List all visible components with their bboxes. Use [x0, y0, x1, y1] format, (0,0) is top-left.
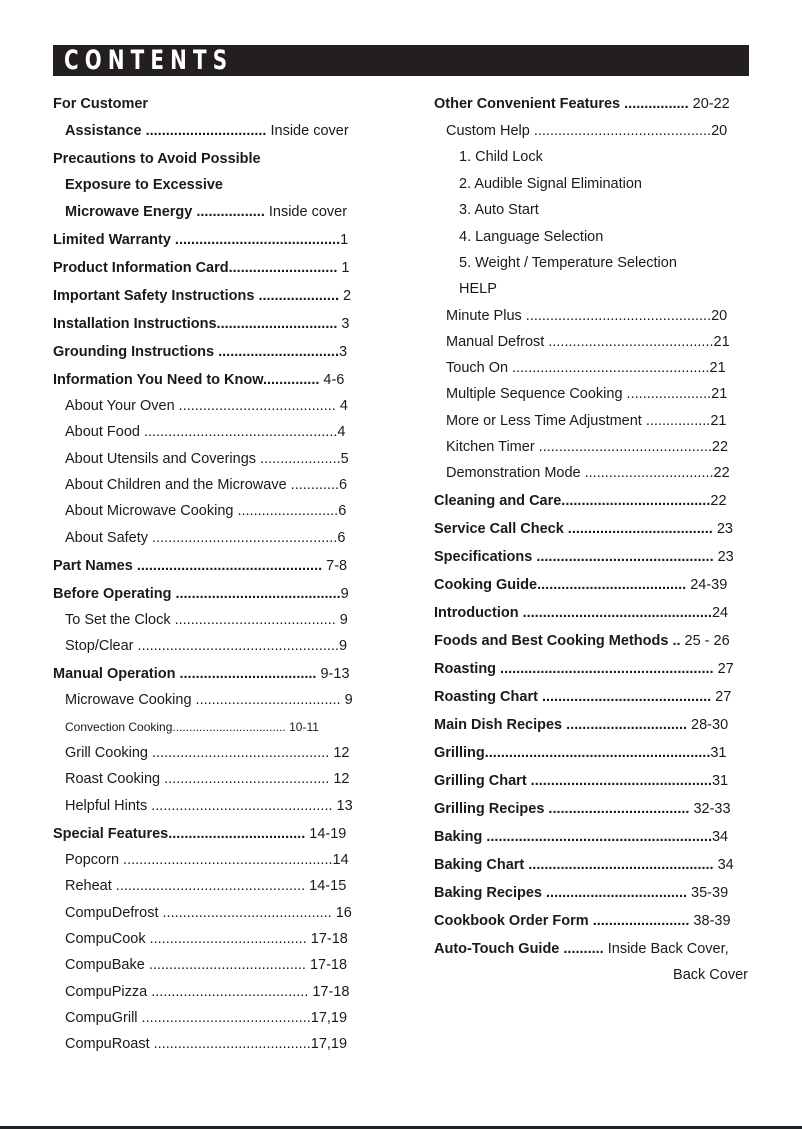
toc-entry[interactable] — [434, 280, 497, 298]
toc-entry-page: Inside cover — [264, 204, 348, 220]
toc-entry-page: 34 — [713, 857, 734, 873]
toc-entry[interactable] — [434, 912, 731, 930]
toc-entry-title: Baking ........................................................ — [434, 829, 712, 845]
toc-entry-title: CompuRoast ....................................... — [65, 1036, 311, 1052]
toc-entry[interactable] — [53, 1009, 347, 1027]
toc-entry[interactable] — [53, 956, 347, 974]
toc-entry[interactable] — [53, 231, 348, 249]
toc-entry-title: Before Operating ......................................... — [53, 586, 341, 602]
toc-entry[interactable] — [53, 825, 346, 843]
toc-entry-title: About Food ................................................ — [65, 424, 338, 440]
toc-entry-page: 14-15 — [305, 878, 347, 894]
toc-entry[interactable] — [434, 828, 728, 846]
toc-entry[interactable] — [434, 520, 733, 538]
toc-entry[interactable] — [434, 333, 730, 351]
toc-entry-title: Microwave Energy ................. — [65, 204, 265, 220]
toc-entry[interactable] — [53, 150, 261, 168]
toc-entry-title: Roast Cooking ......................................... — [65, 771, 330, 787]
toc-entry-title: Roasting ..................................................... — [434, 661, 714, 677]
toc-entry-title: Demonstration Mode ................................ — [446, 465, 714, 481]
toc-entry-page: 17,19 — [310, 1036, 348, 1052]
toc-entry-title: Information You Need to Know.............. — [53, 372, 320, 388]
toc-entry-page: 25 - 26 — [680, 633, 730, 649]
toc-entry-title: About Safety .............................................. — [65, 530, 338, 546]
toc-entry-page: 4 — [335, 398, 348, 414]
toc-entry[interactable] — [53, 122, 349, 140]
toc-entry[interactable] — [434, 385, 727, 403]
toc-entry[interactable] — [53, 176, 223, 194]
toc-entry-page: 34 — [711, 829, 729, 845]
toc-entry-title: CompuPizza ....................................... — [65, 984, 309, 1000]
toc-entry-page: Inside Back Cover, — [603, 941, 729, 957]
toc-entry-page: 38-39 — [689, 913, 731, 929]
toc-entry-page: 27 — [711, 689, 732, 705]
toc-entry[interactable] — [53, 95, 148, 113]
toc-entry-page: 24 — [711, 605, 729, 621]
toc-entry[interactable] — [53, 983, 349, 1001]
toc-entry-title: Introduction ............................................... — [434, 605, 712, 621]
toc-entry-title: Reheat ............................................... — [65, 878, 306, 894]
toc-entry-title: Baking Recipes ................................... — [434, 885, 688, 901]
toc-entry-title: Manual Operation .................................. — [53, 666, 317, 682]
toc-entry-title: Other Convenient Features ................ — [434, 96, 689, 112]
toc-entry-title: To Set the Clock ........................................ — [65, 612, 336, 628]
toc-entry-title: Grounding Instructions .............................. — [53, 344, 339, 360]
toc-entry-title: Product Information Card........................... — [53, 260, 338, 276]
toc-entry-page: 3 — [337, 316, 350, 332]
toc-entry[interactable] — [53, 637, 347, 655]
toc-entry-title: About Microwave Cooking ......................... — [65, 503, 339, 519]
toc-entry[interactable] — [434, 548, 734, 566]
toc-entry-page: 6 — [339, 477, 348, 493]
toc-entry-title: 5. Weight / Temperature Selection — [459, 255, 677, 271]
toc-entry[interactable] — [434, 632, 730, 650]
page-title: CONTENTS — [64, 45, 234, 76]
toc-entry-title: Manual Defrost ......................................... — [446, 334, 714, 350]
toc-entry-title: Cooking Guide..................................... — [434, 577, 687, 593]
toc-entry[interactable] — [434, 228, 603, 246]
toc-entry-page: 23 — [712, 521, 733, 537]
toc-entry-title: Helpful Hints ............................................. — [65, 798, 333, 814]
toc-entry-page: 4-6 — [319, 372, 345, 388]
toc-entry-page: 24-39 — [686, 577, 728, 593]
toc-entry-title: Important Safety Instructions .................... — [53, 288, 340, 304]
toc-entry[interactable] — [53, 585, 349, 603]
toc-entry-page: 22 — [710, 493, 727, 509]
toc-entry-title: 3. Auto Start — [459, 202, 539, 218]
toc-entry-page: 3 — [339, 344, 348, 360]
toc-entry[interactable] — [434, 604, 728, 622]
toc-entry[interactable] — [53, 450, 349, 468]
toc-entry-page: 17-18 — [305, 957, 348, 973]
toc-entry[interactable] — [434, 800, 731, 818]
toc-entry-page: 5 — [340, 451, 349, 467]
toc-entry[interactable] — [434, 95, 730, 113]
toc-entry[interactable] — [53, 797, 353, 815]
toc-entry-page: 12 — [329, 745, 350, 761]
toc-entry-page: 23 — [713, 549, 734, 565]
toc-entry-page: 17-18 — [306, 931, 348, 947]
toc-entry-title: Touch On ................................................. — [446, 360, 710, 376]
toc-entry-title: Baking Chart .............................................. — [434, 857, 714, 873]
toc-entry[interactable] — [434, 744, 727, 762]
contents-banner — [53, 45, 749, 76]
toc-entry-title: Auto-Touch Guide .......... — [434, 941, 604, 957]
toc-entry-page: 28-30 — [687, 717, 729, 733]
toc-entry-title: Special Features.................................. — [53, 826, 306, 842]
toc-entry[interactable] — [53, 770, 349, 788]
toc-entry-page: 16 — [331, 905, 352, 921]
toc-entry-title: HELP — [459, 281, 497, 297]
toc-entry[interactable] — [53, 744, 349, 762]
toc-entry-page: 22 — [711, 439, 729, 455]
toc-entry[interactable] — [53, 930, 348, 948]
toc-entry-page: 27 — [713, 661, 734, 677]
toc-entry-title: CompuCook ....................................... — [65, 931, 307, 947]
toc-entry[interactable] — [53, 718, 319, 736]
toc-entry[interactable] — [53, 877, 346, 895]
toc-entry[interactable] — [434, 464, 730, 482]
toc-entry[interactable] — [673, 966, 748, 984]
toc-entry-title: Assistance .............................. — [65, 123, 267, 139]
toc-entry[interactable] — [434, 856, 734, 874]
toc-entry-title: CompuGrill .......................................... — [65, 1010, 311, 1026]
toc-entry-title: Roasting Chart .......................................... — [434, 689, 712, 705]
toc-entry-page: 6 — [338, 503, 347, 519]
toc-entry[interactable] — [53, 851, 349, 869]
toc-entry-page: 22 — [713, 465, 730, 481]
toc-entry-title: 2. Audible Signal Elimination — [459, 176, 642, 192]
toc-entry[interactable] — [53, 557, 347, 575]
toc-entry-page: 9 — [335, 612, 348, 628]
toc-entry[interactable] — [53, 315, 350, 333]
toc-entry[interactable] — [53, 397, 348, 415]
toc-entry-title: About Utensils and Coverings .................... — [65, 451, 341, 467]
toc-entry-page: 13 — [332, 798, 353, 814]
toc-entry-page: 9 — [340, 586, 349, 602]
toc-entry-page: 7-8 — [322, 558, 348, 574]
toc-entry-title: Specifications ............................................ — [434, 549, 714, 565]
toc-entry-title: Multiple Sequence Cooking ..................... — [446, 386, 712, 402]
toc-entry[interactable] — [53, 343, 347, 361]
toc-entry-page: Back Cover — [673, 967, 748, 983]
toc-entry-page: 31 — [710, 745, 727, 761]
toc-entry[interactable] — [434, 201, 539, 219]
toc-entry[interactable] — [53, 691, 353, 709]
toc-entry-page: 10-11 — [285, 720, 319, 734]
toc-entry-title: Kitchen Timer ........................................... — [446, 439, 712, 455]
toc-entry-page: 21 — [710, 413, 727, 429]
toc-entry-page: 12 — [329, 771, 350, 787]
toc-entry[interactable] — [434, 122, 727, 140]
toc-entry[interactable] — [53, 502, 346, 520]
toc-entry[interactable] — [53, 1035, 347, 1053]
toc-entry-title: Precautions to Avoid Possible — [53, 151, 261, 167]
toc-entry-title: Service Call Check .................................... — [434, 521, 713, 537]
toc-entry-title: Convection Cooking.................................. — [65, 720, 286, 734]
toc-entry[interactable] — [434, 359, 726, 377]
toc-entry-page: 32-33 — [689, 801, 731, 817]
toc-entry-title: Foods and Best Cooking Methods .. — [434, 633, 681, 649]
toc-entry[interactable] — [434, 492, 727, 510]
toc-entry[interactable] — [434, 438, 728, 456]
toc-entry-title: About Children and the Microwave ............ — [65, 477, 340, 493]
toc-entry-page: 31 — [711, 773, 729, 789]
toc-entry-title: Grilling Recipes ................................... — [434, 801, 690, 817]
toc-entry[interactable] — [53, 665, 350, 683]
toc-entry-page: 21 — [709, 360, 726, 376]
toc-entry-title: 1. Child Lock — [459, 149, 543, 165]
toc-entry-page: 17,19 — [310, 1010, 348, 1026]
toc-entry-page: 6 — [337, 530, 346, 546]
toc-entry-title: Cookbook Order Form ........................ — [434, 913, 690, 929]
toc-entry-page: 20 — [711, 308, 728, 324]
toc-entry[interactable] — [53, 476, 347, 494]
toc-entry-page: 21 — [711, 386, 728, 402]
toc-entry-title: Limited Warranty ......................................... — [53, 232, 341, 248]
toc-entry[interactable] — [53, 371, 344, 389]
toc-entry[interactable] — [53, 259, 349, 277]
toc-entry[interactable] — [53, 611, 348, 629]
toc-entry-page: 2 — [339, 288, 352, 304]
toc-entry-title: Part Names .............................................. — [53, 558, 323, 574]
toc-entry[interactable] — [53, 203, 347, 221]
toc-entry[interactable] — [53, 529, 345, 547]
toc-entry[interactable] — [434, 148, 543, 166]
toc-entry-title: More or Less Time Adjustment ................ — [446, 413, 711, 429]
toc-entry-page: 4 — [337, 424, 346, 440]
toc-entry-title: Grill Cooking ............................................ — [65, 745, 330, 761]
toc-entry-title: CompuBake ....................................... — [65, 957, 306, 973]
toc-entry[interactable] — [434, 175, 642, 193]
toc-entry-title: 4. Language Selection — [459, 229, 604, 245]
toc-entry-page: 1 — [340, 232, 349, 248]
toc-entry-page: 20-22 — [688, 96, 730, 112]
toc-entry[interactable] — [53, 904, 352, 922]
toc-entry-title: Grilling........................................................ — [434, 745, 711, 761]
toc-entry-title: About Your Oven ....................................... — [65, 398, 336, 414]
toc-entry-page: 14-19 — [305, 826, 347, 842]
toc-entry-page: 20 — [711, 123, 728, 139]
toc-entry[interactable] — [434, 307, 727, 325]
toc-entry[interactable] — [434, 772, 728, 790]
toc-entry-page: 9-13 — [316, 666, 350, 682]
toc-entry-title: CompuDefrost .......................................... — [65, 905, 332, 921]
toc-entry[interactable] — [53, 287, 351, 305]
toc-entry[interactable] — [434, 254, 677, 272]
toc-entry-page: Inside cover — [266, 123, 349, 139]
toc-entry[interactable] — [434, 940, 729, 958]
toc-entry[interactable] — [434, 576, 727, 594]
toc-entry-page: 1 — [337, 260, 350, 276]
toc-entry-title: Stop/Clear .................................................. — [65, 638, 339, 654]
toc-entry-page: 35-39 — [687, 885, 729, 901]
toc-entry-page: 17-18 — [308, 984, 350, 1000]
toc-entry[interactable] — [53, 423, 345, 441]
toc-entry-title: Cleaning and Care..................................... — [434, 493, 711, 509]
toc-entry-title: Minute Plus .............................................. — [446, 308, 712, 324]
toc-entry-page: 21 — [713, 334, 730, 350]
toc-entry[interactable] — [434, 412, 726, 430]
toc-entry-title: Grilling Chart ............................................. — [434, 773, 712, 789]
toc-entry-title: For Customer — [53, 96, 149, 112]
toc-entry-page: 9 — [338, 638, 348, 654]
toc-entry[interactable] — [434, 688, 731, 706]
toc-entry[interactable] — [434, 716, 728, 734]
toc-entry-page: 9 — [340, 692, 353, 708]
toc-entry[interactable] — [434, 660, 734, 678]
toc-entry-title: Popcorn .................................................... — [65, 852, 333, 868]
toc-entry[interactable] — [434, 884, 728, 902]
toc-entry-title: Microwave Cooking .................................... — [65, 692, 341, 708]
toc-entry-title: Exposure to Excessive — [65, 177, 223, 193]
toc-entry-title: Custom Help ............................................ — [446, 123, 712, 139]
toc-entry-title: Main Dish Recipes .............................. — [434, 717, 688, 733]
toc-entry-page: 14 — [332, 852, 349, 868]
toc-entry-title: Installation Instructions.............................. — [53, 316, 338, 332]
